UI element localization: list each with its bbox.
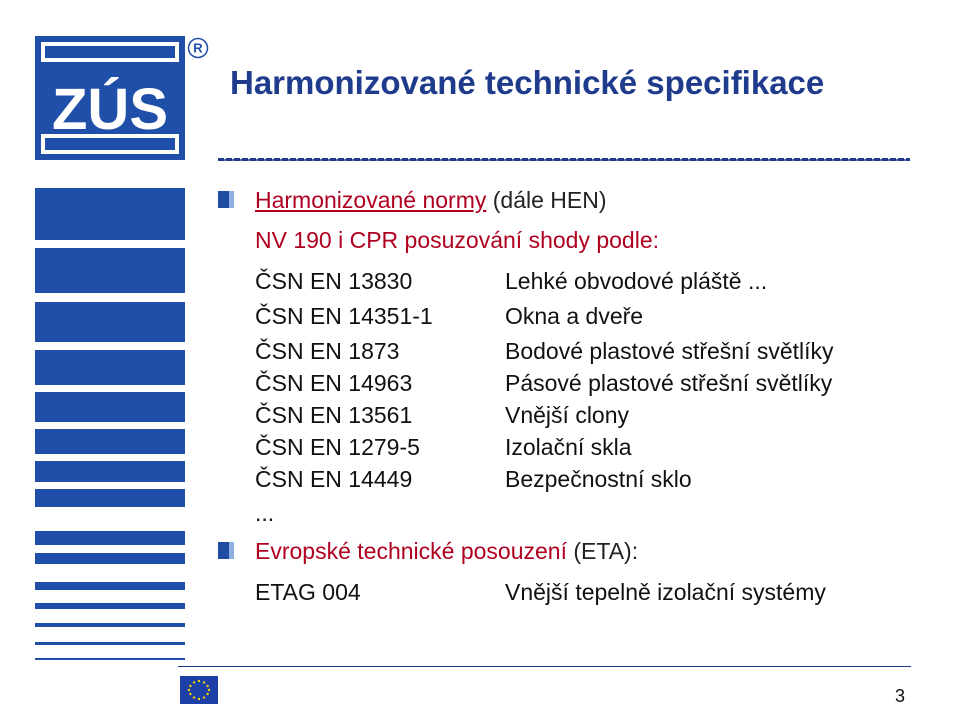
norm-description: Okna a dveře (505, 303, 644, 329)
stripe (35, 429, 185, 454)
svg-text:R: R (193, 40, 203, 56)
eu-flag-icon (180, 676, 218, 704)
stripe (35, 461, 185, 482)
norm-description: Bodové plastové střešní světlíky (505, 338, 834, 364)
stripe (35, 392, 185, 422)
stripe (35, 350, 185, 385)
stripe (35, 553, 185, 564)
stripe (35, 582, 185, 590)
norm-description: Vnější clony (505, 402, 630, 428)
eta-suffix: (ETA): (566, 538, 639, 564)
etag-code: ETAG 004 (255, 579, 361, 605)
stripe (35, 302, 185, 342)
page-title: Harmonizované technické specifikace (230, 64, 825, 101)
eta-heading: Evropské technické posouzení (255, 538, 567, 564)
logo-text: ZÚS (52, 77, 168, 142)
hen-suffix: (dále HEN) (486, 187, 607, 213)
hen-link[interactable]: Harmonizované normy (255, 187, 487, 213)
registered-mark-icon (187, 37, 209, 59)
norm-description: Lehké obvodové pláště ... (505, 268, 768, 294)
stripe (35, 623, 185, 627)
norm-code: ČSN EN 13830 (255, 268, 413, 294)
page-number: 3 (895, 686, 906, 706)
norm-code: ČSN EN 13561 (255, 402, 413, 428)
eta-line (255, 538, 638, 565)
norm-code: ČSN EN 1279-5 (255, 434, 420, 460)
norm-description: Bezpečnostní sklo (505, 466, 692, 492)
norm-code: ČSN EN 14449 (255, 466, 413, 492)
title-divider-solid (218, 159, 910, 161)
norm-code: ČSN EN 1873 (255, 338, 400, 364)
stripe (35, 658, 185, 660)
hen-line (255, 187, 607, 214)
stripe (35, 531, 185, 545)
stripe (35, 489, 185, 507)
stripe (35, 603, 185, 609)
zus-logo (35, 36, 185, 160)
stripe (35, 248, 185, 293)
bullet-icon (218, 191, 234, 208)
norm-description: Izolační skla (505, 434, 632, 460)
norm-description: Pásové plastové střešní světlíky (505, 370, 833, 396)
norm-code: ČSN EN 14963 (255, 370, 413, 396)
nv-line: NV 190 i CPR posuzování shody podle: (255, 227, 660, 253)
norm-code: ČSN EN 14351-1 (255, 303, 433, 329)
stripe (35, 188, 185, 240)
etag-description: Vnější tepelně izolační systémy (505, 579, 826, 605)
stripe (35, 642, 185, 645)
footer-divider (178, 666, 911, 667)
ellipsis: ... (255, 500, 275, 526)
bullet-icon (218, 542, 234, 559)
